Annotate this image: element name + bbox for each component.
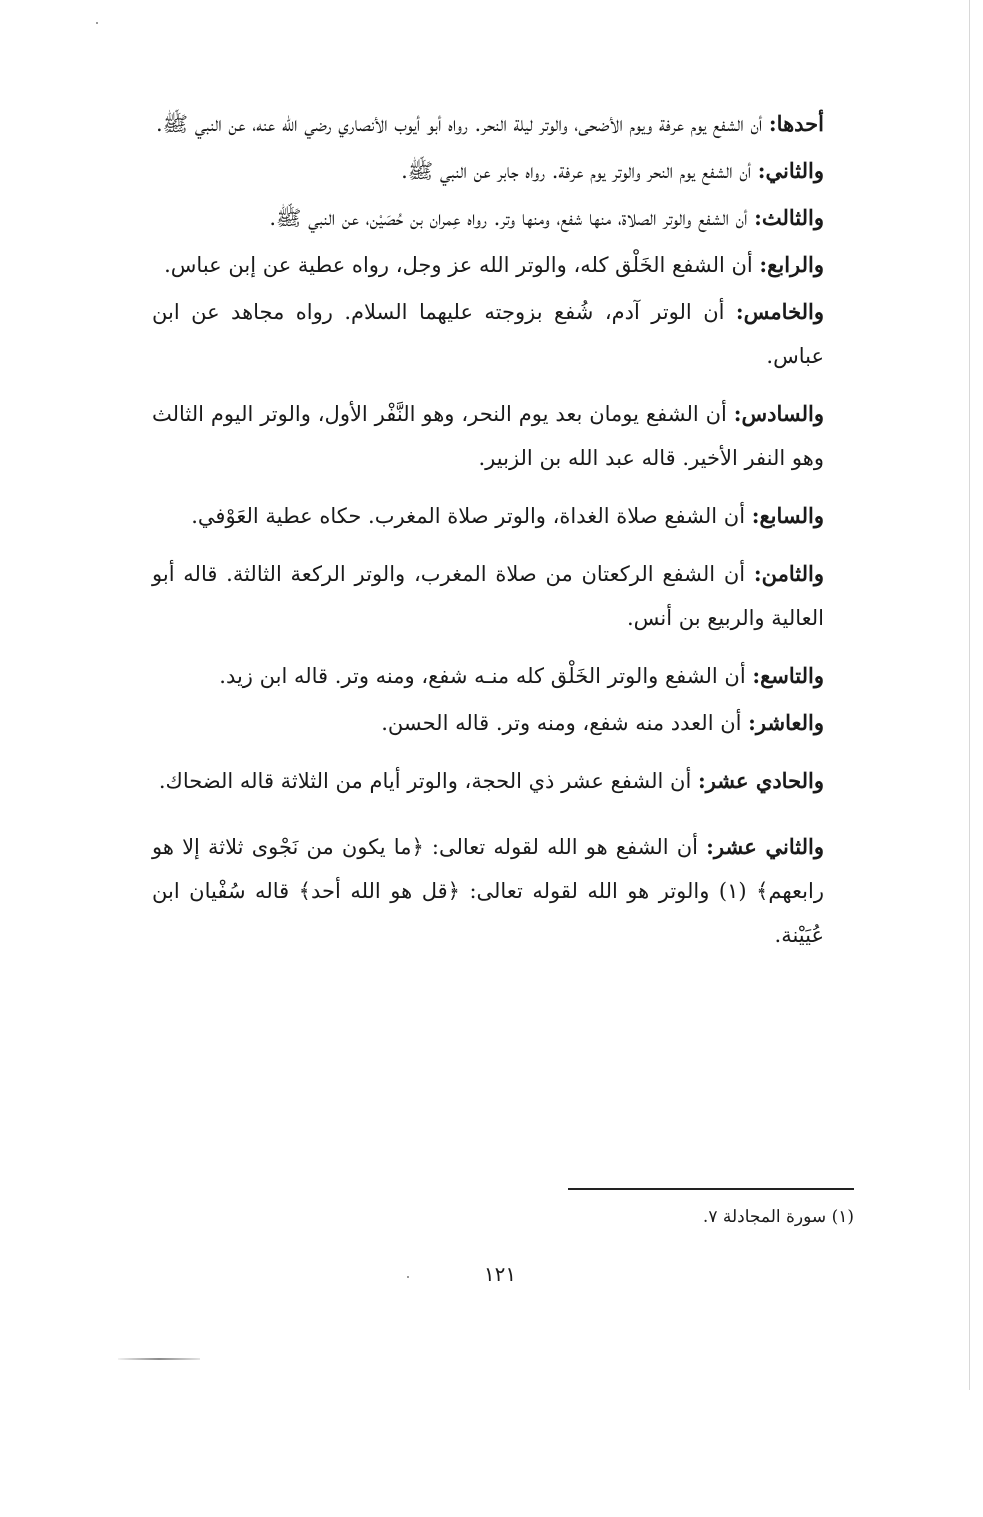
paragraph-body: أن العدد منه شفع، ومنه وتر. قاله الحسن. [381,711,749,735]
paragraph-lead: والثاني: [757,158,824,183]
paragraph-12 [152,825,824,957]
paragraph-10 [152,701,824,745]
paragraph-7 [152,494,824,538]
paragraph-body: أن الشفع يومان بعد يوم النحر، وهو النَّفْر الأول، والوتر اليوم الثالث وهو النفر الأخير. قاله عبد الله بن الزبير. [152,402,824,470]
paragraph-lead: والثامن: [753,561,824,586]
footnote-separator [568,1188,854,1190]
scan-speck [96,22,98,24]
paragraph-body: أن الشفع والوتر الخَلْق كله منـه شفع، ومنه وتر. قاله ابن زيد. [219,664,753,688]
paragraph-lead: والتاسع: [752,663,824,688]
paragraph-body: أن الشفع والوتر الصلاة، منها شفع، ومنها وتر. رواه عِمران بن حُصَيْن، عن النبي ﷺ. [269,206,755,230]
paragraph-body: أن الشفع يوم النحر والوتر يوم عرفة. رواه جابر عن النبي ﷺ. [401,159,758,183]
page-number: ١٢١ [483,1262,517,1286]
paragraph-5 [152,290,824,378]
paragraph-body: أن الشفع عشر ذي الحجة، والوتر أيام من الثلاثة قاله الضحاك. [158,769,698,793]
paragraph-body: أن الشفع الخَلْق كله، والوتر الله عز وجل، رواه عطية عن إبن عباس. [164,253,760,277]
paragraph-3 [152,196,824,240]
scan-edge-line [969,0,970,1390]
paragraph-lead: والحادي عشر: [697,768,824,793]
paragraph-8 [152,552,824,640]
paragraph-lead: والسادس: [733,401,824,426]
paragraph-body: أن الشفع هو الله لقوله تعالى: ﴿ما يكون من نَجْوى ثلاثة إلا هو رابعهم﴾ (١) والوتر هو الله لقوله تعالى: ﴿قل هو الله أحد﴾ قاله سُفْيان ابن عُيَيْنة. [152,835,825,947]
paragraph-body: أن الشفع الركعتان من صلاة المغرب، والوتر الركعة الثالثة. قاله أبو العالية والربيع بن أنس. [152,562,824,630]
paragraph-6 [152,392,824,480]
paragraph-2 [152,149,824,193]
footnote: (١) سورة المجادلة ٧. [702,1207,854,1227]
body-text [152,102,824,957]
paragraph-11 [152,759,824,803]
paragraph-lead: والثاني عشر: [706,834,824,859]
paragraph-body: أن الوتر آدم، شُفع بزوجته عليهما السلام. رواه مجاهد عن ابن عباس. [152,300,824,368]
paragraph-body: أن الشفع صلاة الغداة، والوتر صلاة المغرب. حكاه عطية العَوْفي. [191,504,752,528]
paragraph-lead: والسابع: [751,503,824,528]
paragraph-lead: والخامس: [735,299,824,324]
paragraph-lead: والرابع: [759,252,824,277]
paragraph-9 [152,654,824,698]
paragraph-lead: والعاشر: [748,710,824,735]
paragraph-4 [152,243,824,287]
paragraph-1 [152,102,824,146]
scan-smudge [118,1358,200,1360]
paragraph-lead: والثالث: [754,205,824,230]
scan-speck [407,1276,409,1278]
paragraph-lead: أحدها: [768,111,824,136]
paragraph-body: أن الشفع يوم عرفة ويوم الأضحى، والوتر ليلة النحر. رواه أبو أيوب الأنصاري رضي الله عنه، عن النبي ﷺ. [155,112,769,136]
